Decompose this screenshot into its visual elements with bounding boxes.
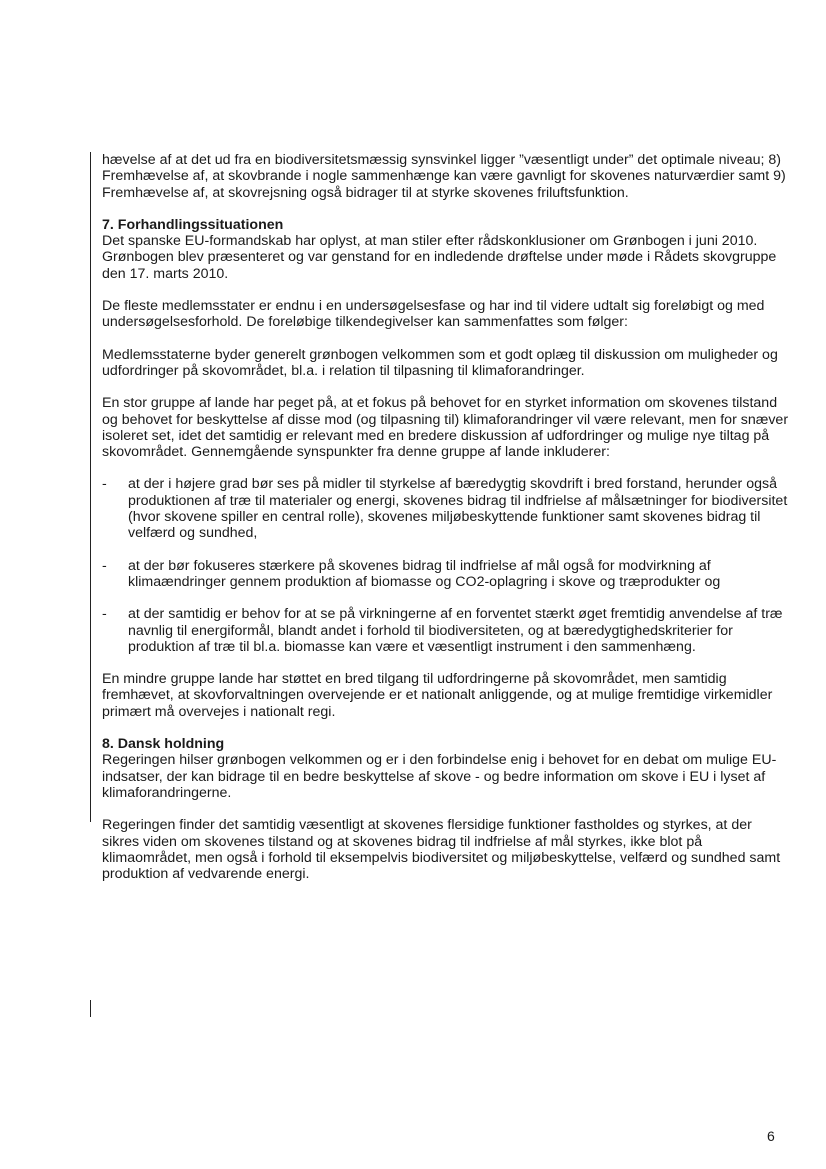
document-body	[102, 152, 792, 898]
section-7-paragraph-4: En stor gruppe af lande har peget på, at et fokus på behovet for en styrket information om skovenes tilstand og behovet for beskyttelse af disse mod (og tilpasning til) klimaforandringer vil være relevant, men for snæver isoleret set, idet det samtidig er relevant med en bredere diskussion af udfordringer og mulige nye tiltag på skovområdet. Gennemgående synspunkter fra denne gruppe af lande inkluderer:	[102, 395, 789, 461]
page-number: 6	[767, 1128, 775, 1144]
list-item	[102, 558, 792, 591]
section-7-paragraph-3: Medlemsstaterne byder generelt grønbogen velkommen som et godt oplæg til diskussion om muligheder og udfordringer på skovområdet, bl.a. i relation til tilpasning til klimaforandringer.	[102, 346, 778, 379]
section-8-heading: 8. Dansk holdning	[102, 736, 225, 753]
section-7-paragraph-1: Det spanske EU-formandskab har oplyst, at man stiler efter rådskonklusioner om Grønbogen i juni 2010. Grønbogen blev præsenteret og var genstand for en indledende drøftelse under møde i Rådets skovgruppe den 17. marts 2010.	[102, 233, 777, 282]
section-7	[102, 217, 792, 282]
bullet-text: at der i højere grad bør ses på midler til styrkelse af bæredygtig skovdrift i bred forstand, herunder også produktionen af træ til materialer og energi, skovenes bidrag til indfrielse af målsætninger for biodiversitet (hvor skovene spiller en central rolle), skovenes miljøbeskyttende funktioner samt skovenes bidrag til velfærd og sundhed,	[128, 476, 788, 542]
section-7-heading: 7. Forhandlingssituationen	[102, 216, 284, 233]
section-8-paragraph-2: Regeringen finder det samtidig væsentligt at skovenes flersidige funktioner fastholdes og styrkes, at der sikres viden om skovenes tilstand og at skovenes bidrag til indfrielse af mål styrkes, ikke blot på klimaområdet, men også i forhold til eksempelvis biodiversitet og miljøbeskyttelse, velfærd og sundhed samt produktion af vedvarende energi.	[102, 817, 781, 883]
change-bar-top	[90, 152, 91, 822]
section-8	[102, 736, 792, 801]
intro-paragraph: hævelse af at det ud fra en biodiversitetsmæssig synsvinkel ligger ”væsentligt under” det optimale niveau; 8) Fremhævelse af, at skovbrande i nogle sammenhænge kan være gavnligt for skovenes naturværdier samt 9) Fremhævelse af, at skovrejsning også bidrager til at styrke skovenes friluftsfunktion.	[102, 152, 786, 201]
section-7-paragraph-2: De fleste medlemsstater er endnu i en undersøgelsesfase og har ind til videre udtalt sig foreløbigt og med undersøgelsesforhold. De foreløbige tilkendegivelser kan sammenfattes som følger:	[102, 298, 765, 331]
bullet-text: at der bør fokuseres stærkere på skovenes bidrag til indfrielse af mål også for modvirkning af klimaændringer gennem produktion af biomasse og CO2-oplagring i skove og træprodukter og	[128, 557, 721, 590]
list-item	[102, 606, 792, 655]
bullet-text: at der samtidig er behov for at se på virkningerne af en forventet stærkt øget fremtidig anvendelse af træ navnlig til energiformål, blandt andet i forhold til biodiversiteten, og at bæredygtighedskriterier for produktion af træ til bl.a. biomasse kan være et væsentligt instrument i den sammenhæng.	[128, 606, 783, 655]
section-7-paragraph-5: En mindre gruppe lande har støttet en bred tilgang til udfordringerne på skovområdet, men samtidig fremhævet, at skovforvaltningen overvejende er et nationalt anliggende, og at mulige fremtidige virkemidler primært må overvejes i nationalt regi.	[102, 671, 773, 720]
bullet-dash: -	[102, 476, 107, 493]
bullet-dash: -	[102, 557, 107, 574]
section-7-bullet-list	[102, 476, 792, 655]
bullet-dash: -	[102, 606, 107, 623]
list-item	[102, 476, 792, 541]
section-8-paragraph-1: Regeringen hilser grønbogen velkommen og er i den forbindelse enig i behovet for en debat om mulige EU-indsatser, der kan bidrage til en bedre beskyttelse af skove - og bedre information om skove i EU i lyset af klimaforandringerne.	[102, 752, 777, 801]
change-bar-bottom	[90, 1000, 91, 1017]
